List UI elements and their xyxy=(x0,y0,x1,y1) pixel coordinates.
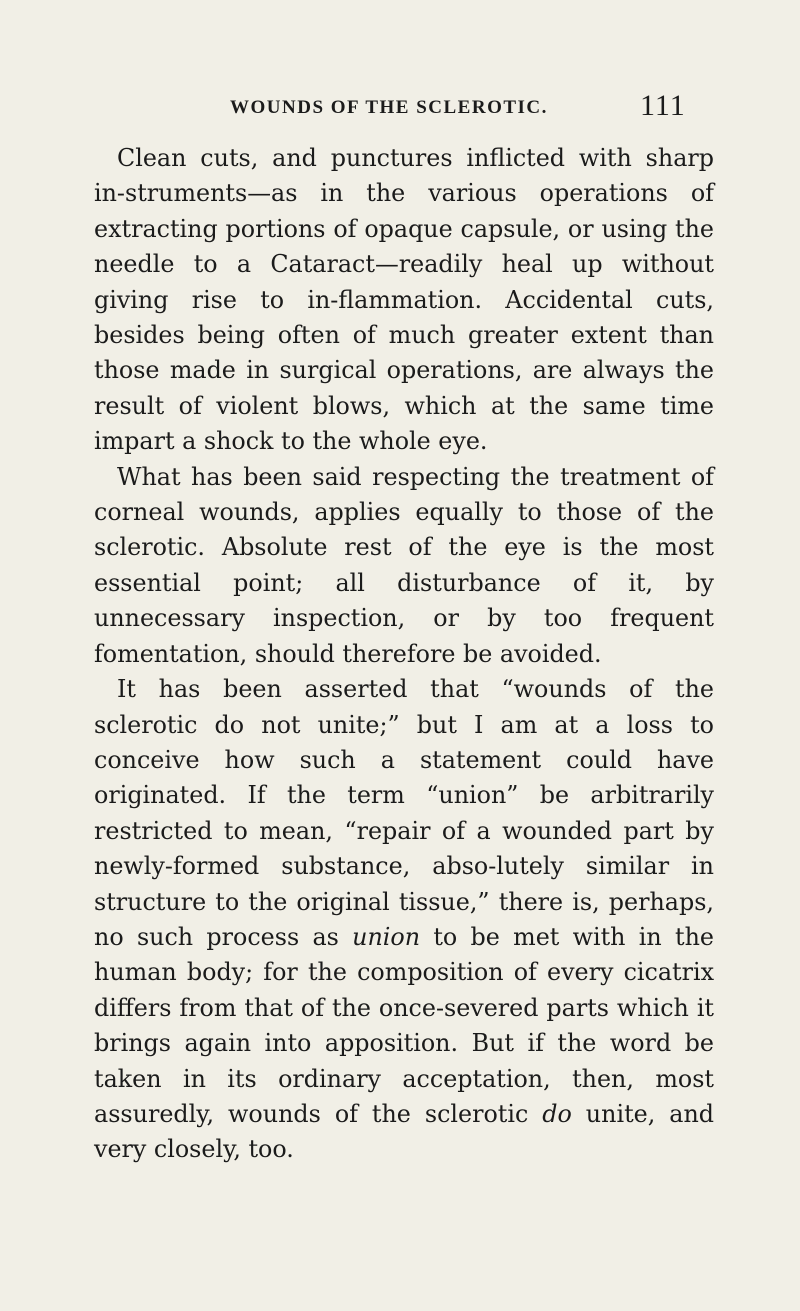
paragraph-3-text-c: unite, and very closely, too. xyxy=(94,1099,715,1164)
paragraph-2: What has been said respecting the treatment of corneal wounds, applies equally to those of the sclerotic. Absolute rest of the eye is the most essential point; all disturbance of it, by unnecessary inspection, or by too frequent fomentation, should therefore be avoided. xyxy=(94,462,714,668)
paragraph-3-text-a: It has been asserted that “wounds of the sclerotic do not unite;” but I am at a loss to conceive how such a statement could have originated. If the term “union” be arbitrarily restricted to mean, “repair of a wounded part by newly-formed substance, abso-lutely similar in structure to the original tissue,” there is, perhaps, no such process as xyxy=(94,675,714,951)
italic-do: do xyxy=(542,1099,572,1128)
body-text xyxy=(94,141,714,1168)
paragraph-1: Clean cuts, and punctures inflicted with sharp in-struments—as in the various operations of extracting portions of opaque capsule, or using the needle to a Cataract—readily heal up without giving rise to in-flammation. Accidental cuts, besides being often of much greater extent than those made in surgical operations, are always the result of violent blows, which at the same time impart a shock to the whole eye. xyxy=(94,144,714,456)
running-title: WOUNDS OF THE SCLEROTIC. xyxy=(230,97,548,118)
paragraph-3 xyxy=(94,672,714,1168)
running-header xyxy=(94,89,714,129)
italic-union: union xyxy=(352,922,421,951)
page-number: 111 xyxy=(640,89,686,122)
paragraph-3-text-b: to be met with in the human body; for the composition of every cicatrix differs from that of the once-severed parts which it brings again into apposition. But if the word be taken in its ordinary acceptation, then, most assuredly, wounds of the sclerotic xyxy=(94,922,714,1128)
